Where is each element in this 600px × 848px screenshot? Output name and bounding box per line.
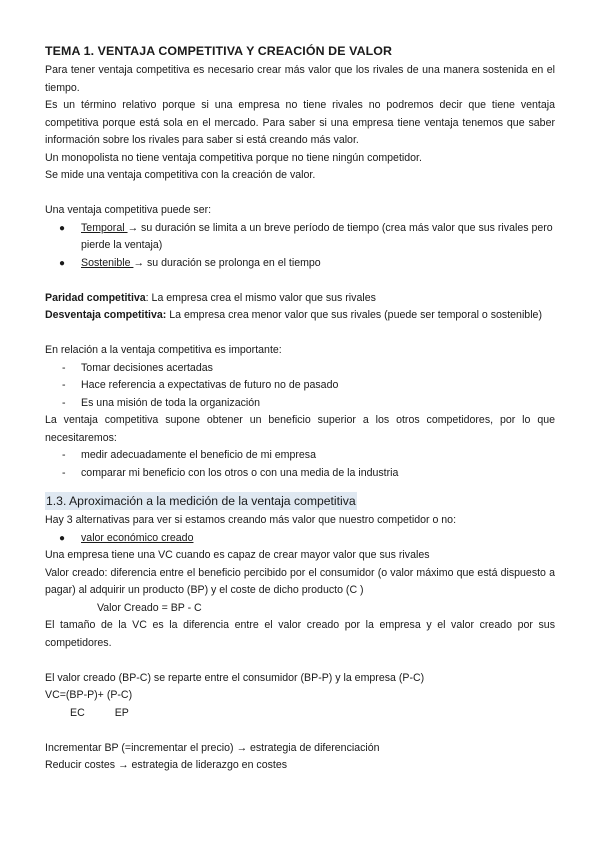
parity-desc: : La empresa crea el mismo valor que sus rivales [145,291,376,304]
list-item [45,255,555,273]
value-created-definition: Valor creado: diferencia entre el beneficio percibido por el consumidor (o valor máximo que está dispuesto a pagar) al adquirir un producto (BP) y el coste de dicho producto (C ) [45,566,555,596]
disadvantage-paragraph [45,307,555,325]
important-list [45,360,555,413]
disadvantage-term: Desventaja competitiva: [45,309,167,321]
ec-label: EC [70,706,85,719]
list-item-text: comparar mi beneficio con los otros o con una media de la industria [81,466,399,479]
split-paragraph: El valor creado (BP-C) se reparte entre el consumidor (BP-P) y la empresa (P-C) [45,671,425,684]
spacer [45,325,555,343]
ep-label: EP [114,706,129,719]
intro-paragraph-3: Un monopolista no tiene ventaja competitiva porque no tiene ningún competidor. [45,151,422,164]
benefit-paragraph: La ventaja competitiva supone obtener un beneficio superior a los otros competidores, por lo que necesitaremos: [45,414,555,444]
intro-paragraph-4: Se mide una ventaja competitiva con la creación de valor. [45,169,316,181]
page-title: TEMA 1. VENTAJA COMPETITIVA Y CREACIÓN DE VALOR [45,44,393,58]
parity-term: Paridad competitiva [45,291,146,304]
important-intro: En relación a la ventaja competitiva es importante: [45,344,282,356]
term-sostenible: Sostenible [81,256,134,269]
bullet-icon: ● [59,222,66,234]
formula-vc: VC=(BP-P)+ (P-C) [45,689,133,701]
list-item [45,530,555,548]
vc-definition: Una empresa tiene una VC cuando es capaz de crear mayor valor que sus rivales [45,549,430,561]
dash-icon: - [62,396,66,409]
alternative-economic-value: valor económico creado [81,531,194,544]
list-item-text: medir adecuadamente el beneficio de mi empresa [81,449,316,461]
term-temporal-desc: → su duración se limita a un breve período de tiempo (crea más valor que sus rivales pero pierde la ventaja) [81,221,553,251]
types-intro: Una ventaja competitiva puede ser: [45,204,212,216]
dash-icon: - [62,379,66,391]
list-item [45,447,555,465]
bullet-icon: ● [59,532,66,544]
disadvantage-desc: La empresa crea menor valor que sus rivales (puede ser temporal o sostenible) [166,309,542,321]
term-temporal: Temporal [81,221,128,234]
dash-icon: - [62,449,66,461]
spacer [45,722,555,740]
intro-paragraph-2: Es un término relativo porque si una empresa no tiene rivales no podremos decir que tiene ventaja competitiva porque está sola en el mercado. Para saber si una empresa tiene ventaja tenemos que saber información sobre los rivales para saber si está creando más valor. [45,99,555,146]
section-heading: 1.3. Aproximación a la medición de la ventaja competitiva [46,494,356,508]
intro-paragraph-1: Para tener ventaja competitiva es necesario crear más valor que los rivales de una manera sostenida en el tiempo. [45,64,555,94]
strategy-differentiation: Incrementar BP (=incrementar el precio) → estrategia de diferenciación [45,741,380,754]
formula-value-created: Valor Creado = BP - C [97,601,202,614]
parity-paragraph [45,290,555,308]
list-item [45,360,555,378]
alternatives-list [45,530,555,548]
list-item [45,377,555,395]
list-item [45,465,555,483]
ec-ep-labels [45,705,555,723]
list-item [45,395,555,413]
list-item [45,220,555,255]
list-item-text: Tomar decisiones acertadas [81,361,213,374]
strategy-cost-leadership: Reducir costes → estrategia de liderazgo en costes [45,759,288,771]
dash-icon: - [62,466,66,479]
spacer [45,272,555,290]
list-item-text: Hace referencia a expectativas de futuro no de pasado [81,379,339,391]
alternatives-intro: Hay 3 alternativas para ver si estamos creando más valor que nuestro competidor o no: [45,514,457,526]
spacer [45,185,555,203]
vc-size-paragraph: El tamaño de la VC es la diferencia entre el valor creado por la empresa y el valor creado por sus competidores. [45,619,555,649]
dash-icon: - [62,361,66,374]
bullet-icon: ● [59,257,66,269]
types-list [45,220,555,273]
spacer [45,652,555,670]
term-sostenible-desc: → su duración se prolonga en el tiempo [133,256,321,269]
list-item-text: Es una misión de toda la organización [81,396,261,409]
benefit-list [45,447,555,482]
